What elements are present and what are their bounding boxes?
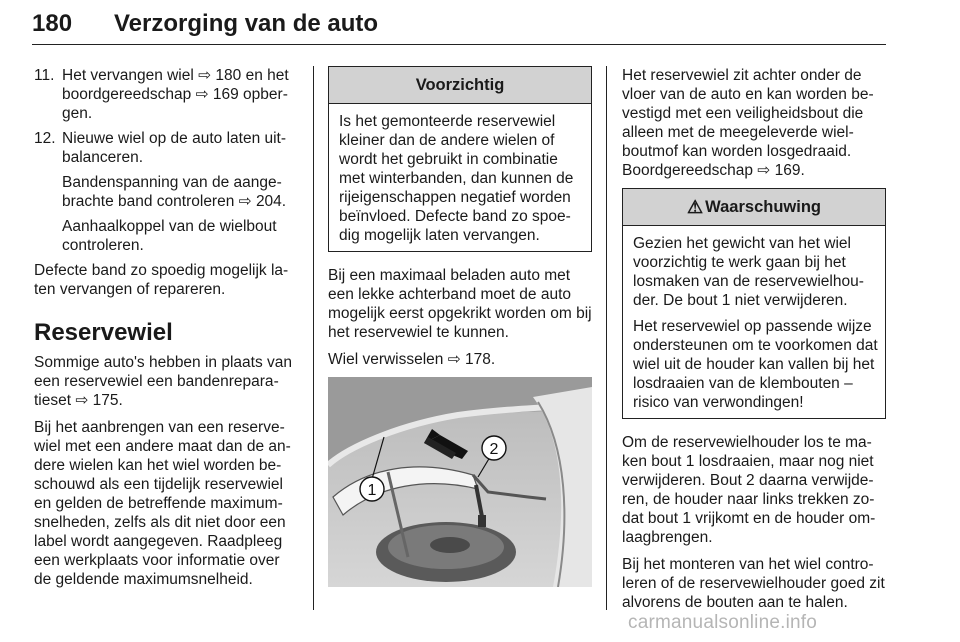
warning-box [622, 188, 886, 419]
paragraph: Het reservewiel zit achter onder de vloer van de auto en kan worden bevestigd met een veiligheidsbout die alleen met de meegeleverde wielboutmof kan worden losgedraaid. Boordgereedschap ⇨ 169. [622, 67, 874, 179]
paragraph: Defecte band zo spoedig mogelijk laten vervangen of repareren. [34, 262, 289, 298]
figure-label-1: 1 [367, 482, 377, 499]
list-text: Nieuwe wiel op de auto laten uitbalanceren. [62, 130, 287, 166]
paragraph: Bij het aanbrengen van een reservewiel met een andere maat dan de andere wielen kan het wiel worden beschouwd als een tijdelijk reservewiel en gelden de betreffende maximumsnelheden, zelfs als dit niet door een label wordt aangegeven. Raadpleeg een werkplaats voor informatie over de geldende maximumsnelheid. [34, 419, 291, 588]
paragraph: Sommige auto's hebben in plaats van een reservewiel een bandenreparatieset ⇨ 175. [34, 354, 293, 409]
page-number: 180 [32, 10, 73, 37]
list-text: Het vervangen wiel ⇨ 180 en het boordgereedschap ⇨ 169 opbergen. [62, 67, 289, 122]
list-item-11 [34, 66, 298, 123]
warning-text: Het reservewiel op passende wijze ondersteunen om te voorkomen dat wiel uit de houder kan vallen bij het losdraaien van de klembouten – risico van verwondingen! [633, 318, 878, 411]
watermark: carmanualsonline.info [628, 612, 818, 633]
column-middle [328, 66, 592, 587]
caution-box [328, 66, 592, 252]
list-item-12 [34, 129, 298, 167]
list-number: 12. [34, 130, 56, 147]
column-divider-left [313, 66, 314, 610]
paragraph: Bij een maximaal beladen auto met een lekke achterband moet de auto mogelijk eerst opgekrikt worden om bij het reservewiel te kunnen. [328, 267, 592, 341]
column-right [622, 66, 886, 620]
warning-text: Gezien het gewicht van het wiel voorzichtig te werk gaan bij het losmaken van de reservewielhouder. De bout 1 niet verwijderen. [633, 235, 864, 309]
column-left [34, 66, 298, 597]
caution-text: Is het gemonteerde reservewiel kleiner dan de andere wielen of wordt het gebruikt in combinatie met winterbanden, dan kunnen de rijeigenschappen negatief worden beïnvloed. Defecte band zo spoedig mogelijk laten vervangen. [339, 113, 574, 244]
warning-title: Waarschuwing [705, 198, 821, 216]
figure-label-2: 2 [489, 441, 499, 458]
warning-header [623, 189, 885, 226]
caution-title: Voorzichtig [329, 67, 591, 104]
paragraph: Bij het monteren van het wiel controleren of de reservewielhouder goed zit alvorens de bouten aan te halen. [622, 556, 885, 611]
paragraph: Om de reservewielhouder los te maken bout 1 losdraaien, maar nog niet verwijderen. Bout 2 daarna verwijderen, de houder naar links trekken zodat bout 1 vrijkomt en de houder omlaagbrengen. [622, 434, 876, 546]
warning-triangle-icon: ⚠ [687, 197, 704, 217]
list-subitem: Bandenspanning van de aangebrachte band controleren ⇨ 204. [62, 174, 287, 210]
spare-wheel-illustration [328, 377, 592, 587]
list-subitem: Aanhaalkoppel van de wielbout controleren. [62, 218, 277, 254]
paragraph: Wiel verwisselen ⇨ 178. [328, 351, 496, 368]
list-number: 11. [34, 67, 55, 84]
page-title: Verzorging van de auto [114, 10, 379, 37]
section-heading: Reservewiel [34, 319, 173, 346]
spare-wheel-drawing [328, 377, 592, 587]
page-header [32, 4, 886, 45]
column-divider-right [606, 66, 607, 610]
